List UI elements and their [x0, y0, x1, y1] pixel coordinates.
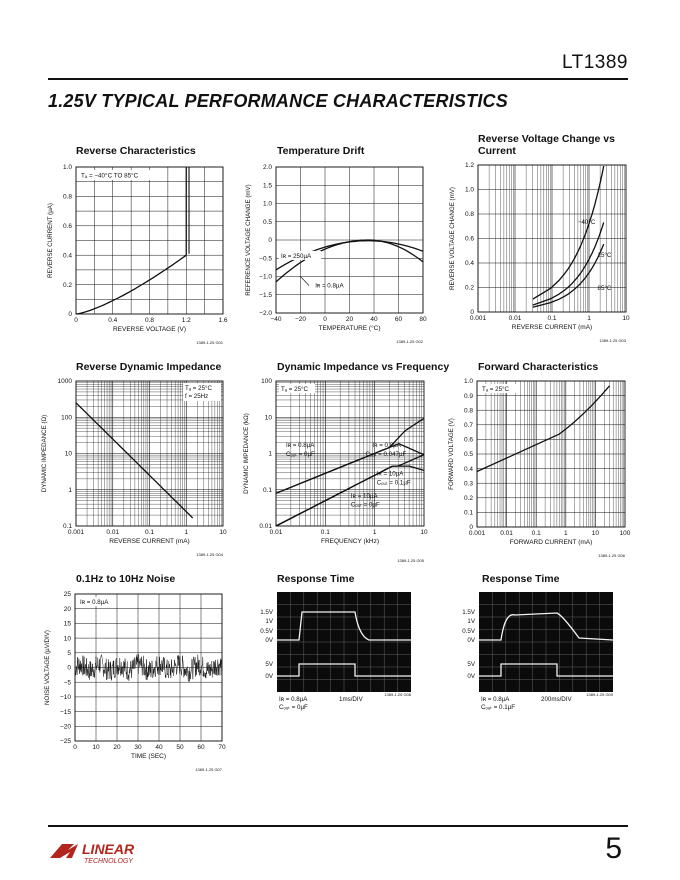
- x-axis-label: FORWARD CURRENT (mA): [509, 539, 593, 546]
- figure-code: 1389-1.25 G06: [598, 553, 625, 558]
- tick-label: 30: [134, 744, 142, 751]
- annotation-cout: Cₒᵤₜ = 0.1µF: [481, 704, 515, 711]
- figure-code: 1389-1.25 G03: [599, 338, 626, 343]
- tick-label: 1: [184, 529, 189, 536]
- tick-label: 10: [264, 414, 272, 422]
- tick-label: 0.1: [463, 509, 473, 517]
- x-axis-label: REVERSE VOLTAGE (V): [112, 326, 187, 333]
- chart-g06: [448, 378, 631, 558]
- tick-label: 0.2: [463, 495, 473, 502]
- annotation-ir: Iʀ = 0.8µA: [372, 442, 401, 450]
- series-minus40c: [533, 166, 604, 299]
- chart-title-reverse-dynamic-impedance: Reverse Dynamic Impedance: [76, 361, 222, 373]
- y-axis-label: REVERSE CURRENT (µA): [47, 203, 54, 278]
- tick-label: 0: [268, 237, 272, 245]
- logo-sub: TECHNOLOGY: [84, 858, 134, 865]
- y-axis-label: DYNAMIC IMPEDANCE (Ω): [41, 414, 48, 493]
- tick-label: 0.4: [62, 252, 72, 260]
- tick-label: 1.2: [464, 162, 474, 170]
- tick-label: 1.5: [262, 182, 272, 190]
- tick-label: 40: [370, 316, 378, 323]
- annotation-temperature: Tₐ = 25°C: [185, 385, 212, 392]
- tick-label: 0.6: [62, 223, 72, 230]
- tick-label: 0: [68, 311, 72, 319]
- chart-g05: [243, 378, 428, 563]
- chart-g07: [44, 591, 226, 772]
- tick-label: −25: [59, 738, 71, 746]
- tick-label: 0: [73, 744, 77, 751]
- figure-code: 1389-1.25 G05: [397, 558, 424, 563]
- series-85c: [533, 244, 604, 307]
- tick-label: 80: [419, 316, 427, 323]
- tick-label: 0.01: [508, 315, 522, 322]
- tick-label: 10: [219, 529, 227, 536]
- volt-label: 1.5V: [260, 609, 273, 616]
- chart-title-forward-characteristics: Forward Characteristics: [478, 361, 599, 373]
- tick-label: 1.0: [262, 200, 272, 208]
- annotation-ir-0p8: Iʀ = 0.8µA: [315, 282, 344, 290]
- tick-label: 20: [345, 316, 354, 323]
- volt-label: 0V: [265, 637, 273, 644]
- tick-label: 0.01: [500, 530, 513, 537]
- tick-label: 0.01: [259, 523, 272, 531]
- chart-g04: [41, 378, 227, 557]
- tick-label: −1.5: [259, 291, 272, 299]
- annotation-cout: Cₒᵤₜ = 0.1µF: [376, 479, 411, 487]
- tick-label: 10: [92, 744, 100, 751]
- tick-label: 0.5: [463, 451, 473, 459]
- volt-label: 0.5V: [260, 628, 273, 635]
- tick-label: 0.8: [144, 317, 155, 324]
- tick-label: 0.8: [463, 407, 473, 415]
- tick-label: 15: [63, 620, 71, 628]
- annotation-cout: Cₒᵤₜ = 0µF: [350, 501, 380, 509]
- tick-label: 1: [372, 529, 377, 536]
- tick-label: 0.7: [463, 422, 473, 429]
- tick-label: 0.001: [468, 530, 486, 537]
- annotation-ir: Iʀ = 0.8µA: [481, 696, 510, 703]
- chart-title-response-time-2: Response Time: [482, 573, 560, 585]
- volt-label: 0.5V: [462, 628, 475, 635]
- tick-label: 0.2: [464, 284, 474, 292]
- tick-label: 0.1: [531, 530, 541, 537]
- y-axis-label: REFERENCE VOLTAGE CHANGE (mV): [245, 184, 252, 296]
- tick-label: 0.01: [269, 529, 283, 536]
- annotation-ir: Iʀ = 0.8µA: [279, 696, 308, 703]
- tick-label: 0.2: [62, 281, 72, 289]
- tick-label: 2.0: [262, 164, 272, 172]
- volt-label: 1V: [265, 618, 273, 625]
- annotation-temperature: Tₐ = −40°C TO 85°C: [81, 172, 139, 180]
- tick-label: 20: [63, 605, 71, 613]
- x-axis-label: REVERSE CURRENT (mA): [511, 324, 593, 331]
- tick-label: 10: [420, 529, 428, 536]
- tick-label: 40: [155, 744, 163, 751]
- tick-label: −0.5: [259, 255, 272, 263]
- volt-label: 5V: [467, 661, 475, 668]
- annotation-ir: Iʀ = 0.8µA: [286, 442, 315, 450]
- tick-label: −20: [59, 723, 71, 731]
- annotation-ir: Iʀ = 10µA: [350, 492, 378, 500]
- tick-label: 10: [591, 530, 600, 537]
- y-axis-label: NOISE VOLTAGE (µV/DIV): [44, 630, 51, 705]
- annotation-timebase: 200ms/DIV: [541, 696, 572, 703]
- volt-label: 1V: [467, 618, 475, 625]
- annotation-ir: Iʀ = 0.8µA: [80, 599, 109, 606]
- tick-label: 10: [622, 315, 630, 322]
- figure-code: 1389-1.25 G01: [196, 340, 223, 345]
- tick-label: 1.2: [181, 317, 191, 324]
- chart-g03: [449, 162, 630, 343]
- tick-label: 0.6: [464, 235, 474, 243]
- volt-label: 0V: [467, 673, 475, 680]
- annotation-85c: 85°C: [597, 284, 612, 292]
- tick-label: 1: [563, 530, 568, 537]
- annotation-minus40c: −40°C: [577, 218, 596, 226]
- x-axis-label: REVERSE CURRENT (mA): [109, 538, 190, 545]
- tick-label: 10: [63, 635, 71, 643]
- tick-label: 0.4: [108, 317, 118, 324]
- tick-label: 0.6: [463, 436, 473, 444]
- tick-label: −5: [63, 679, 71, 687]
- figure-code: 1389-1.25 G04: [196, 552, 223, 557]
- tick-label: 0: [323, 316, 327, 323]
- tick-label: −1.0: [259, 273, 272, 281]
- tick-label: 0.001: [67, 529, 85, 536]
- tick-label: −15: [59, 708, 71, 716]
- tick-label: 0: [74, 317, 78, 324]
- tick-label: 0.1: [144, 529, 155, 536]
- figure-code: 1389-1.25 G08: [384, 692, 411, 697]
- annotation-ir: Iʀ = 10µA: [376, 470, 404, 478]
- tick-label: 1.0: [464, 186, 474, 194]
- annotation-25c: 25°C: [597, 251, 612, 259]
- tick-label: 0: [469, 524, 473, 532]
- x-axis-label: TIME (SEC): [130, 753, 167, 760]
- tick-label: 1.0: [463, 378, 473, 386]
- figure-code: 1389-1.25 G09: [586, 692, 613, 697]
- chart-title-reverse-voltage-change: Reverse Voltage Change vs Current: [478, 133, 615, 157]
- tick-label: −40: [270, 316, 282, 323]
- volt-label: 0V: [265, 673, 273, 680]
- tick-label: 1000: [57, 378, 72, 386]
- tick-label: −2.0: [259, 310, 272, 318]
- tick-label: 0.1: [262, 486, 272, 494]
- part-number: LT1389: [561, 52, 628, 73]
- annotation-cout: Cₒᵤₜ = 0.047µF: [365, 451, 407, 459]
- tick-label: 1.6: [218, 317, 228, 324]
- chart-title-reverse-characteristics: Reverse Characteristics: [76, 145, 196, 157]
- chart-g09: [462, 592, 614, 711]
- tick-label: 0.4: [463, 465, 473, 473]
- annotation-leader: [301, 277, 310, 286]
- tick-label: 100: [61, 414, 72, 422]
- page-number: 5: [605, 832, 622, 865]
- tick-label: 1: [268, 450, 272, 458]
- y-axis-label: DYNAMIC IMPEDANCE (kΩ): [243, 413, 250, 494]
- chart-title-noise: 0.1Hz to 10Hz Noise: [76, 573, 176, 585]
- y-axis-label: FORWARD VOLTAGE (V): [448, 418, 455, 490]
- annotation-cout: Cₒᵤₜ = 0µF: [279, 704, 308, 711]
- linear-technology-logo: [48, 836, 178, 866]
- figure-code: 1389-1.25 G07: [195, 767, 222, 772]
- x-axis-label: TEMPERATURE (°C): [318, 325, 381, 332]
- tick-label: −10: [59, 694, 71, 702]
- chart-g01: [47, 164, 228, 345]
- tick-label: 1.0: [62, 164, 72, 172]
- x-axis-label: FREQUENCY (kHz): [320, 538, 380, 545]
- tick-label: −20: [294, 316, 307, 323]
- tick-label: 0.4: [464, 260, 474, 268]
- tick-label: 0.001: [469, 315, 487, 322]
- tick-label: 0.1: [320, 529, 330, 536]
- tick-label: 50: [176, 744, 184, 751]
- tick-label: 20: [113, 744, 121, 751]
- tick-label: 1: [68, 486, 72, 494]
- tick-label: 10: [64, 450, 72, 458]
- figure-code: 1389-1.25 G02: [396, 339, 423, 344]
- annotation-frequency: f = 25Hz: [185, 393, 209, 400]
- series-10ua-0uf: [276, 455, 424, 526]
- tick-label: 0: [67, 664, 71, 672]
- tick-label: 0.3: [463, 480, 473, 488]
- tick-label: 25: [63, 591, 71, 599]
- chart-g08: [260, 592, 412, 711]
- annotation-timebase: 1ms/DIV: [339, 696, 363, 703]
- tick-label: 0.9: [463, 392, 473, 400]
- annotation-temperature: Tₐ = 25°C: [482, 386, 509, 393]
- volt-label: 5V: [265, 661, 273, 668]
- section-title: 1.25V TYPICAL PERFORMANCE CHARACTERISTICS: [48, 91, 508, 111]
- chart-title-temperature-drift: Temperature Drift: [277, 145, 365, 157]
- footer-rule: [48, 825, 628, 827]
- annotation-cout: Cₒᵤₜ = 0µF: [286, 451, 315, 459]
- noise-trace: [75, 654, 222, 681]
- tick-label: 0.1: [547, 315, 557, 322]
- forward-voltage-curve: [477, 386, 610, 472]
- volt-label: 1.5V: [462, 609, 475, 616]
- chart-title-dynamic-impedance-frequency: Dynamic Impedance vs Frequency: [277, 361, 450, 373]
- chart-g02: [245, 164, 427, 344]
- tick-label: 60: [394, 316, 403, 323]
- chart-title-response-time-1: Response Time: [277, 573, 355, 585]
- tick-label: 100: [261, 378, 272, 386]
- annotation-ir-250: Iʀ = 250µA: [281, 252, 312, 260]
- logo-brand: LINEAR: [82, 841, 135, 857]
- tick-label: 0.5: [262, 218, 272, 226]
- tick-label: 1: [587, 315, 591, 322]
- y-axis-label: REVERSE VOLTAGE CHANGE (mV): [449, 187, 456, 290]
- tick-label: 100: [619, 530, 631, 537]
- tick-label: 0.8: [62, 193, 72, 201]
- tick-label: 70: [218, 744, 226, 751]
- tick-label: 0: [470, 309, 474, 317]
- tick-label: 5: [67, 650, 71, 657]
- tick-label: 0.01: [106, 529, 120, 536]
- volt-label: 0V: [467, 637, 475, 644]
- tick-label: 0.8: [464, 211, 474, 219]
- tick-label: 0.1: [62, 523, 72, 531]
- tick-label: 60: [197, 744, 205, 751]
- annotation-temperature: Tₐ = 25°C: [281, 386, 308, 393]
